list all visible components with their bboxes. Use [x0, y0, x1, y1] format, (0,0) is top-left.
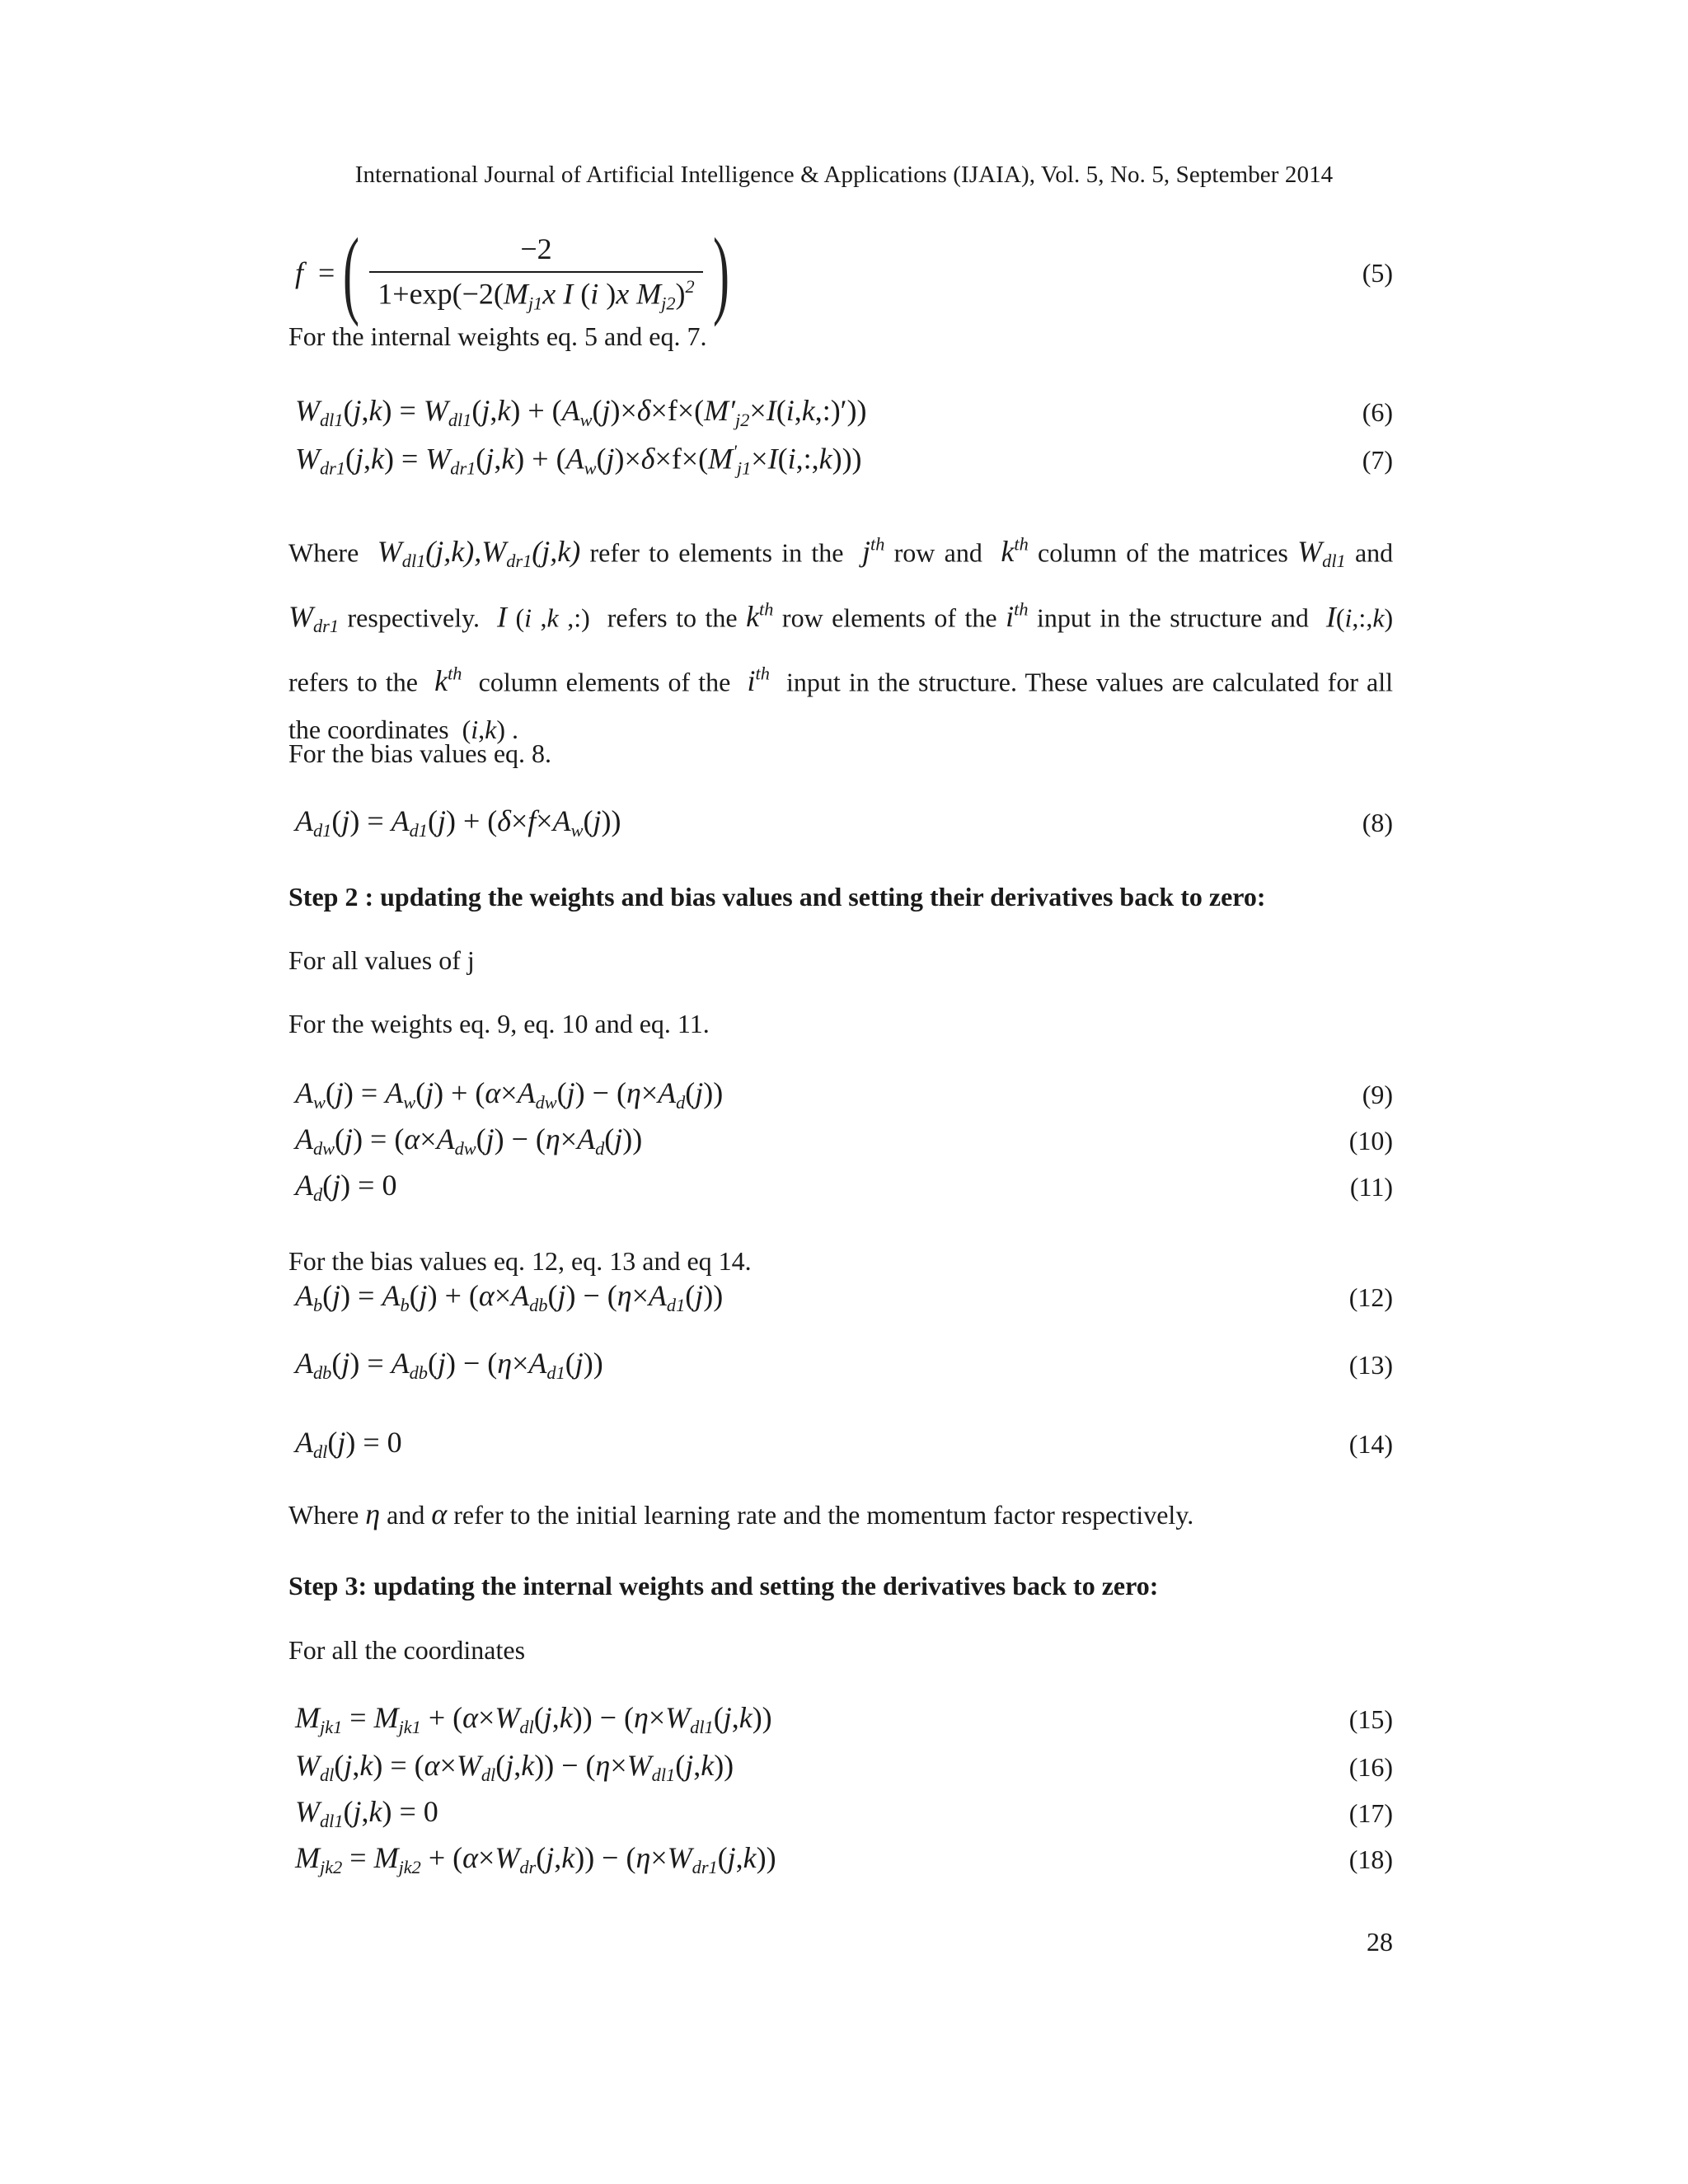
equation-5-formula: f = ( $\frac{-2}{1+\exp(-2(M_{j1}x I (i )x M_{j2})^2}$ )	[295, 218, 729, 327]
equation-13-formula: $A_{db}(j) = A_{db}(j) - (\eta\times A_{d1}(j))$	[295, 1346, 603, 1384]
equation-8	[288, 799, 1393, 846]
equation-11	[288, 1164, 1393, 1210]
equation-15	[288, 1696, 1393, 1742]
equation-11-number: (11)	[1349, 1171, 1393, 1202]
equation-6-number: (6)	[1362, 396, 1393, 427]
equation-8-formula: $A_{d1}(j) = A_{d1}(j) + (\delta\times f\times A_w(j))$	[295, 804, 621, 841]
equation-6-formula: $W_{dl1}(j,k) = W_{dl1}(j,k)$ + $(A_w(j)\times\delta\times f\times(M'_{j2}\times I(i,k,:)'))$	[295, 393, 867, 431]
weights-intro: For the weights eq. 9, eq. 10 and eq. 11.	[288, 1009, 710, 1038]
equation-7	[288, 437, 1393, 483]
equation-18	[288, 1836, 1393, 1882]
equation-9-formula: $A_w(j) = A_w(j) + (\alpha\times A_{dw}(j) - (\eta\times A_d(j))$	[295, 1076, 724, 1113]
equation-18-number: (18)	[1348, 1844, 1393, 1874]
equation-10-number: (10)	[1348, 1125, 1393, 1155]
page-number: 28	[1367, 1927, 1393, 1957]
equation-17-formula: $W_{dl1}(j,k) = 0$	[295, 1794, 438, 1832]
equation-9-number: (9)	[1362, 1079, 1393, 1109]
bias-intro: For the bias values eq. 8.	[288, 738, 552, 768]
equation-17-number: (17)	[1348, 1797, 1393, 1828]
equation-13-number: (13)	[1348, 1349, 1393, 1380]
equation-16	[288, 1744, 1393, 1790]
equation-10	[288, 1118, 1393, 1164]
equation-15-number: (15)	[1348, 1704, 1393, 1734]
equation-6	[288, 389, 1393, 435]
equation-7-number: (7)	[1362, 444, 1393, 475]
for-all-j: For all values of j	[288, 945, 475, 975]
equation-12	[288, 1274, 1393, 1320]
equation-5-number: (5)	[1362, 257, 1393, 288]
eta-alpha-sentence: Where η and α refer to the initial learning rate and the momentum factor respectively.	[288, 1497, 1194, 1530]
equation-14-number: (14)	[1348, 1428, 1393, 1459]
equation-18-formula: $M_{jk2} = M_{jk2} + (\alpha\times W_{dr}(j,k)) - (\eta\times W_{dr1}(j,k))$	[295, 1840, 776, 1878]
equation-14-formula: $A_{dl}(j) = 0$	[295, 1425, 402, 1463]
equation-16-number: (16)	[1348, 1751, 1393, 1782]
equation-13	[288, 1342, 1393, 1388]
bias-intro-2: For the bias values eq. 12, eq. 13 and eq 14.	[288, 1246, 752, 1276]
where-paragraph: Where $W_{dl1}(j,k),W_{dr1}(j,k)$ refer to elements in the $j^{th}$ row and $k^{th}$ column of the matrices $W_{dl1}$ and $W_{dr1}$ respectively. I (i ,k ,:) refers to the $k^{th}$ row elements of the $i^{th}$ input in the structure and I(i,:,k) refers to the $k^{th}$ column elements of the $i^{th}$ input in the structure. These values are calculated for all the coordinates (i,k) .	[288, 534, 1394, 745]
for-all-coordinates: For all the coordinates	[288, 1635, 526, 1665]
step3-heading: Step 3: updating the internal weights and setting the derivatives back to zero:	[288, 1571, 1159, 1601]
equation-9	[288, 1071, 1393, 1118]
equation-15-formula: $M_{jk1} = M_{jk1} + (\alpha\times W_{dl}(j,k)) - (\eta\times W_{dl1}(j,k))$	[295, 1700, 772, 1738]
equation-11-formula: $A_d(j) = 0$	[295, 1168, 397, 1206]
equation-5	[288, 218, 1393, 327]
running-header: International Journal of Artificial Intelligence & Applications (IJAIA), Vol. 5, No. 5, September 2014	[354, 162, 1334, 188]
equation-16-formula: $W_{dl}(j,k) = (\alpha\times W_{dl}(j,k)) - (\eta\times W_{dl1}(j,k))$	[295, 1748, 734, 1786]
step2-heading: Step 2 : updating the weights and bias values and setting their derivatives back to zero:	[288, 882, 1266, 912]
equation-12-number: (12)	[1348, 1282, 1393, 1312]
equation-10-formula: $A_{dw}(j) = (\alpha\times A_{dw}(j) - (\eta\times A_d(j))$	[295, 1122, 643, 1160]
internal-weights-intro: For the internal weights eq. 5 and eq. 7.	[288, 321, 707, 351]
equation-7-formula: $W_{dr1}(j,k) = W_{dr1}(j,k)$ + $(A_w(j)\times\delta\times f\times(M'_{j1}\times I(i,:,k)))$	[295, 440, 862, 479]
equation-12-formula: $A_b(j) = A_b(j) + (\alpha\times A_{db}(j) - (\eta\times A_{d1}(j))$	[295, 1278, 724, 1316]
equation-17	[288, 1790, 1393, 1836]
equation-8-number: (8)	[1362, 807, 1393, 837]
equation-14	[288, 1421, 1393, 1467]
